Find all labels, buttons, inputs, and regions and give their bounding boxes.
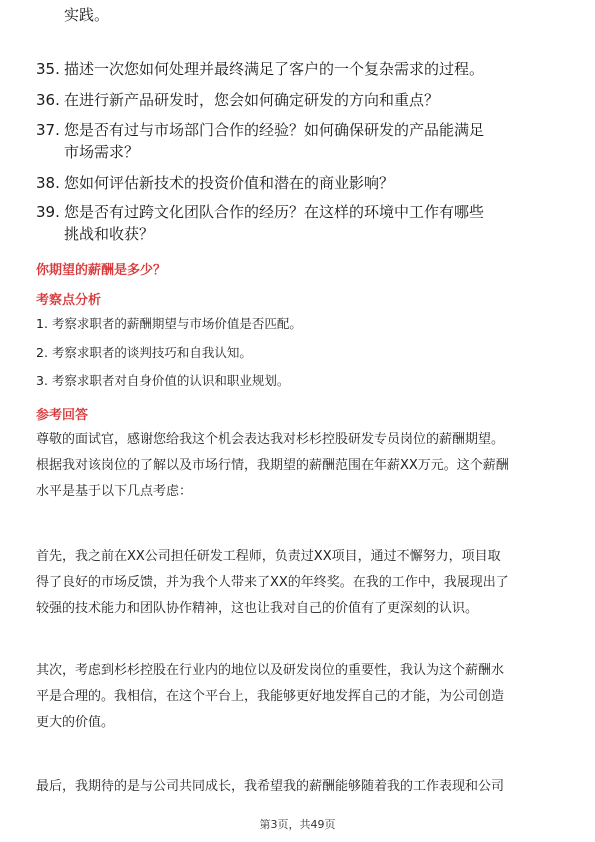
question-item [0, 119, 595, 163]
question-number: 36. [36, 91, 60, 109]
question-text: 您如何评估新技术的投资价值和潜在的商业影响？ [64, 174, 395, 192]
answer-line: 平是合理的。我相信，在这个平台上，我能够更好地发挥自己的才能，为公司创造 [36, 689, 505, 704]
analysis-title: 考察点分析 [36, 293, 102, 308]
answer-paragraph [36, 658, 566, 736]
question-text-line1: 您是否有过与市场部门合作的经验？如何确保研发的产品能满足 [64, 121, 485, 139]
question-text-line2: 挑战和收获？ [64, 225, 155, 243]
question-text: 描述一次您如何处理并最终满足了客户的一个复杂需求的过程。 [64, 60, 485, 78]
answer-line: 其次，考虑到杉杉控股在行业内的地位以及研发岗位的重要性，我认为这个薪酬水 [36, 663, 505, 678]
answer-line: 最后，我期待的是与公司共同成长，我希望我的薪酬能够随着我的工作表现和公司 [36, 779, 505, 794]
question-item [0, 201, 595, 245]
answer-line: 根据我对该岗位的了解以及市场行情，我期望的薪酬范围在年薪XX万元。这个薪酬 [36, 458, 509, 473]
answer-line: 首先，我之前在XX公司担任研发工程师，负责过XX项目，通过不懈努力，项目取 [36, 549, 501, 564]
question-item [0, 58, 595, 80]
question-text-line1: 您是否有过跨文化团队合作的经历？在这样的环境中工作有哪些 [64, 203, 485, 221]
answer-line: 较强的技术能力和团队协作精神，这也让我对自己的价值有了更深刻的认识。 [36, 601, 479, 616]
analysis-item: 2. 考察求职者的谈判技巧和自我认知。 [36, 345, 252, 360]
page-footer: 第3页，共49页 [259, 818, 336, 831]
question-number: 37. [36, 121, 60, 139]
answer-paragraph [36, 544, 566, 622]
question-item [0, 172, 595, 194]
answer-paragraph [36, 774, 566, 800]
answer-title: 参考回答 [36, 408, 89, 423]
question-number: 38. [36, 174, 60, 192]
answer-line: 得了良好的市场反馈，并为我个人带来了XX的年终奖。在我的工作中，我展现出了 [36, 575, 509, 590]
question-number: 39. [36, 203, 60, 221]
answer-line: 水平是基于以下几点考虑： [36, 484, 193, 499]
question-text: 在进行新产品研发时，您会如何确定研发的方向和重点？ [64, 91, 440, 109]
question-text-line2: 市场需求？ [64, 143, 140, 161]
question-continuation: 实践。 [64, 6, 110, 24]
question-item [0, 89, 595, 111]
question-number: 35. [36, 60, 60, 78]
section-question: 你期望的薪酬是多少？ [36, 263, 167, 278]
answer-line: 尊敬的面试官，感谢您给我这个机会表达我对杉杉控股研发专员岗位的薪酬期望。 [36, 432, 505, 447]
answer-paragraph [36, 427, 566, 505]
answer-line: 更大的价值。 [36, 715, 115, 730]
analysis-item: 3. 考察求职者对自身价值的认识和职业规划。 [36, 373, 290, 388]
analysis-item: 1. 考察求职者的薪酬期望与市场价值是否匹配。 [36, 316, 302, 331]
